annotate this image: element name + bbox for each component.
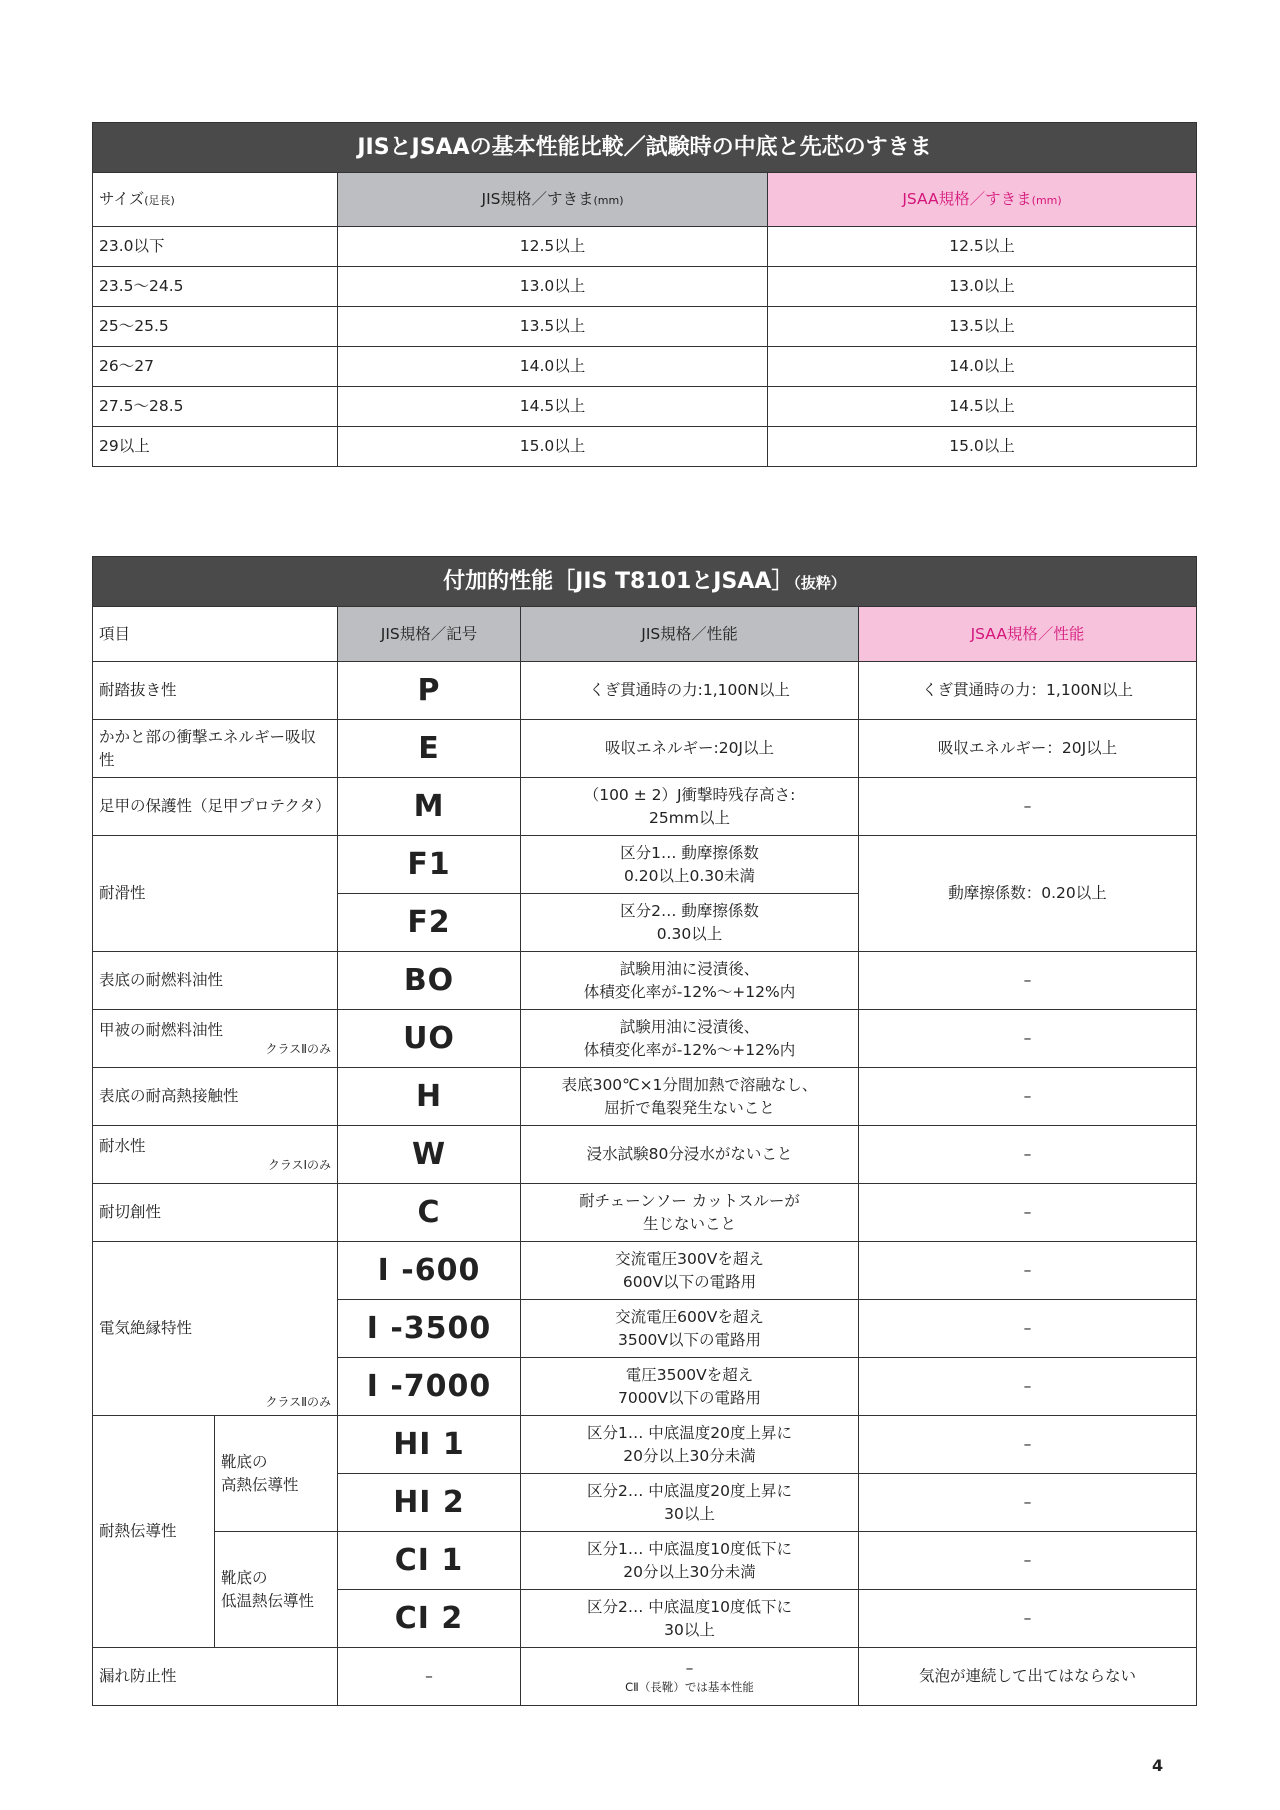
symbol-ci2: CI 2 <box>338 1590 521 1648</box>
symbol-h: H <box>338 1068 521 1126</box>
table-row: 耐水性 クラスⅠのみ W 浸水試験80分浸水がないこと – <box>93 1126 1197 1184</box>
item-header: 項目 <box>93 607 338 662</box>
table-row: 耐滑性 F1 区分1… 動摩擦係数 0.20以上0.30未満 動摩擦係数：0.20以上 <box>93 836 1197 894</box>
table-row: 29以上 15.0以上 15.0以上 <box>93 427 1197 467</box>
symbol-hi1: HI 1 <box>338 1416 521 1474</box>
symbol-i7000: I -7000 <box>338 1358 521 1416</box>
jsaa-clearance-header: JSAA規格／すきま(mm) <box>768 173 1197 227</box>
symbol-e: E <box>338 720 521 778</box>
table-row: 耐踏抜き性 P くぎ貫通時の力:1,100N以上 くぎ貫通時の力：1,100N以上 <box>93 662 1197 720</box>
symbol-p: P <box>338 662 521 720</box>
symbol-f2: F2 <box>338 894 521 952</box>
table-row: 靴底の 低温熱伝導性 CI 1 区分1… 中底温度10度低下に 20分以上30分未満 – <box>93 1532 1197 1590</box>
table-row: F2 区分2… 動摩擦係数 0.30以上 <box>93 894 1197 952</box>
table-row: 23.0以下 12.5以上 12.5以上 <box>93 227 1197 267</box>
clearance-comparison-table <box>92 122 1197 467</box>
table-row: I -7000 電圧3500Vを超え 7000V以下の電路用 – <box>93 1358 1197 1416</box>
table-row: 表底の耐高熱接触性 H 表底300℃×1分間加熱で溶融なし、 屈折で亀裂発生ないこと – <box>93 1068 1197 1126</box>
page-number: 4 <box>1152 1756 1164 1775</box>
table-row: 耐熱伝導性 靴底の 高熱伝導性 HI 1 区分1… 中底温度20度上昇に 20分以上30分未満 – <box>93 1416 1197 1474</box>
symbol-w: W <box>338 1126 521 1184</box>
table-row: 表底の耐燃料油性 BO 試験用油に浸漬後、 体積変化率が-12%〜+12%内 – <box>93 952 1197 1010</box>
table-row: 漏れ防止性 – – CⅡ（長靴）では基本性能 気泡が連続して出てはならない <box>93 1648 1197 1706</box>
additional-performance-table <box>92 556 1197 1706</box>
table1-title: JISとJSAAの基本性能比較／試験時の中底と先芯のすきま <box>93 123 1197 173</box>
symbol-bo: BO <box>338 952 521 1010</box>
symbol-uo: UO <box>338 1010 521 1068</box>
table-row: 23.5〜24.5 13.0以上 13.0以上 <box>93 267 1197 307</box>
symbol-i600: I -600 <box>338 1242 521 1300</box>
symbol-c: C <box>338 1184 521 1242</box>
table-row: I -3500 交流電圧600Vを超え 3500V以下の電路用 – <box>93 1300 1197 1358</box>
table-row: 足甲の保護性（足甲プロテクタ） M （100 ± 2）J衝撃時残存高さ: 25mm以上 – <box>93 778 1197 836</box>
symbol-m: M <box>338 778 521 836</box>
table-row: 26〜27 14.0以上 14.0以上 <box>93 347 1197 387</box>
symbol-ci1: CI 1 <box>338 1532 521 1590</box>
jis-clearance-header: JIS規格／すきま(mm) <box>338 173 768 227</box>
jsaa-performance-header: JSAA規格／性能 <box>859 607 1197 662</box>
jis-symbol-header: JIS規格／記号 <box>338 607 521 662</box>
symbol-f1: F1 <box>338 836 521 894</box>
symbol-hi2: HI 2 <box>338 1474 521 1532</box>
size-header: サイズ(足長) <box>93 173 338 227</box>
table2-title: 付加的性能［JIS T8101とJSAA］（抜粋） <box>93 557 1197 607</box>
table-row: 甲被の耐燃料油性 クラスⅡのみ UO 試験用油に浸漬後、 体積変化率が-12%〜+12%内 – <box>93 1010 1197 1068</box>
table-row: 25〜25.5 13.5以上 13.5以上 <box>93 307 1197 347</box>
table-row: かかと部の衝撃エネルギー吸収性 E 吸収エネルギー:20J以上 吸収エネルギー：20J以上 <box>93 720 1197 778</box>
table-row: 耐切創性 C 耐チェーンソー カットスルーが 生じないこと – <box>93 1184 1197 1242</box>
table-row: CI 2 区分2… 中底温度10度低下に 30以上 – <box>93 1590 1197 1648</box>
table-row: HI 2 区分2… 中底温度20度上昇に 30以上 – <box>93 1474 1197 1532</box>
symbol-i3500: I -3500 <box>338 1300 521 1358</box>
jis-performance-header: JIS規格／性能 <box>521 607 859 662</box>
table-row: 27.5〜28.5 14.5以上 14.5以上 <box>93 387 1197 427</box>
table-row: 電気絶縁特性 クラスⅡのみ I -600 交流電圧300Vを超え 600V以下の電路用 – <box>93 1242 1197 1300</box>
